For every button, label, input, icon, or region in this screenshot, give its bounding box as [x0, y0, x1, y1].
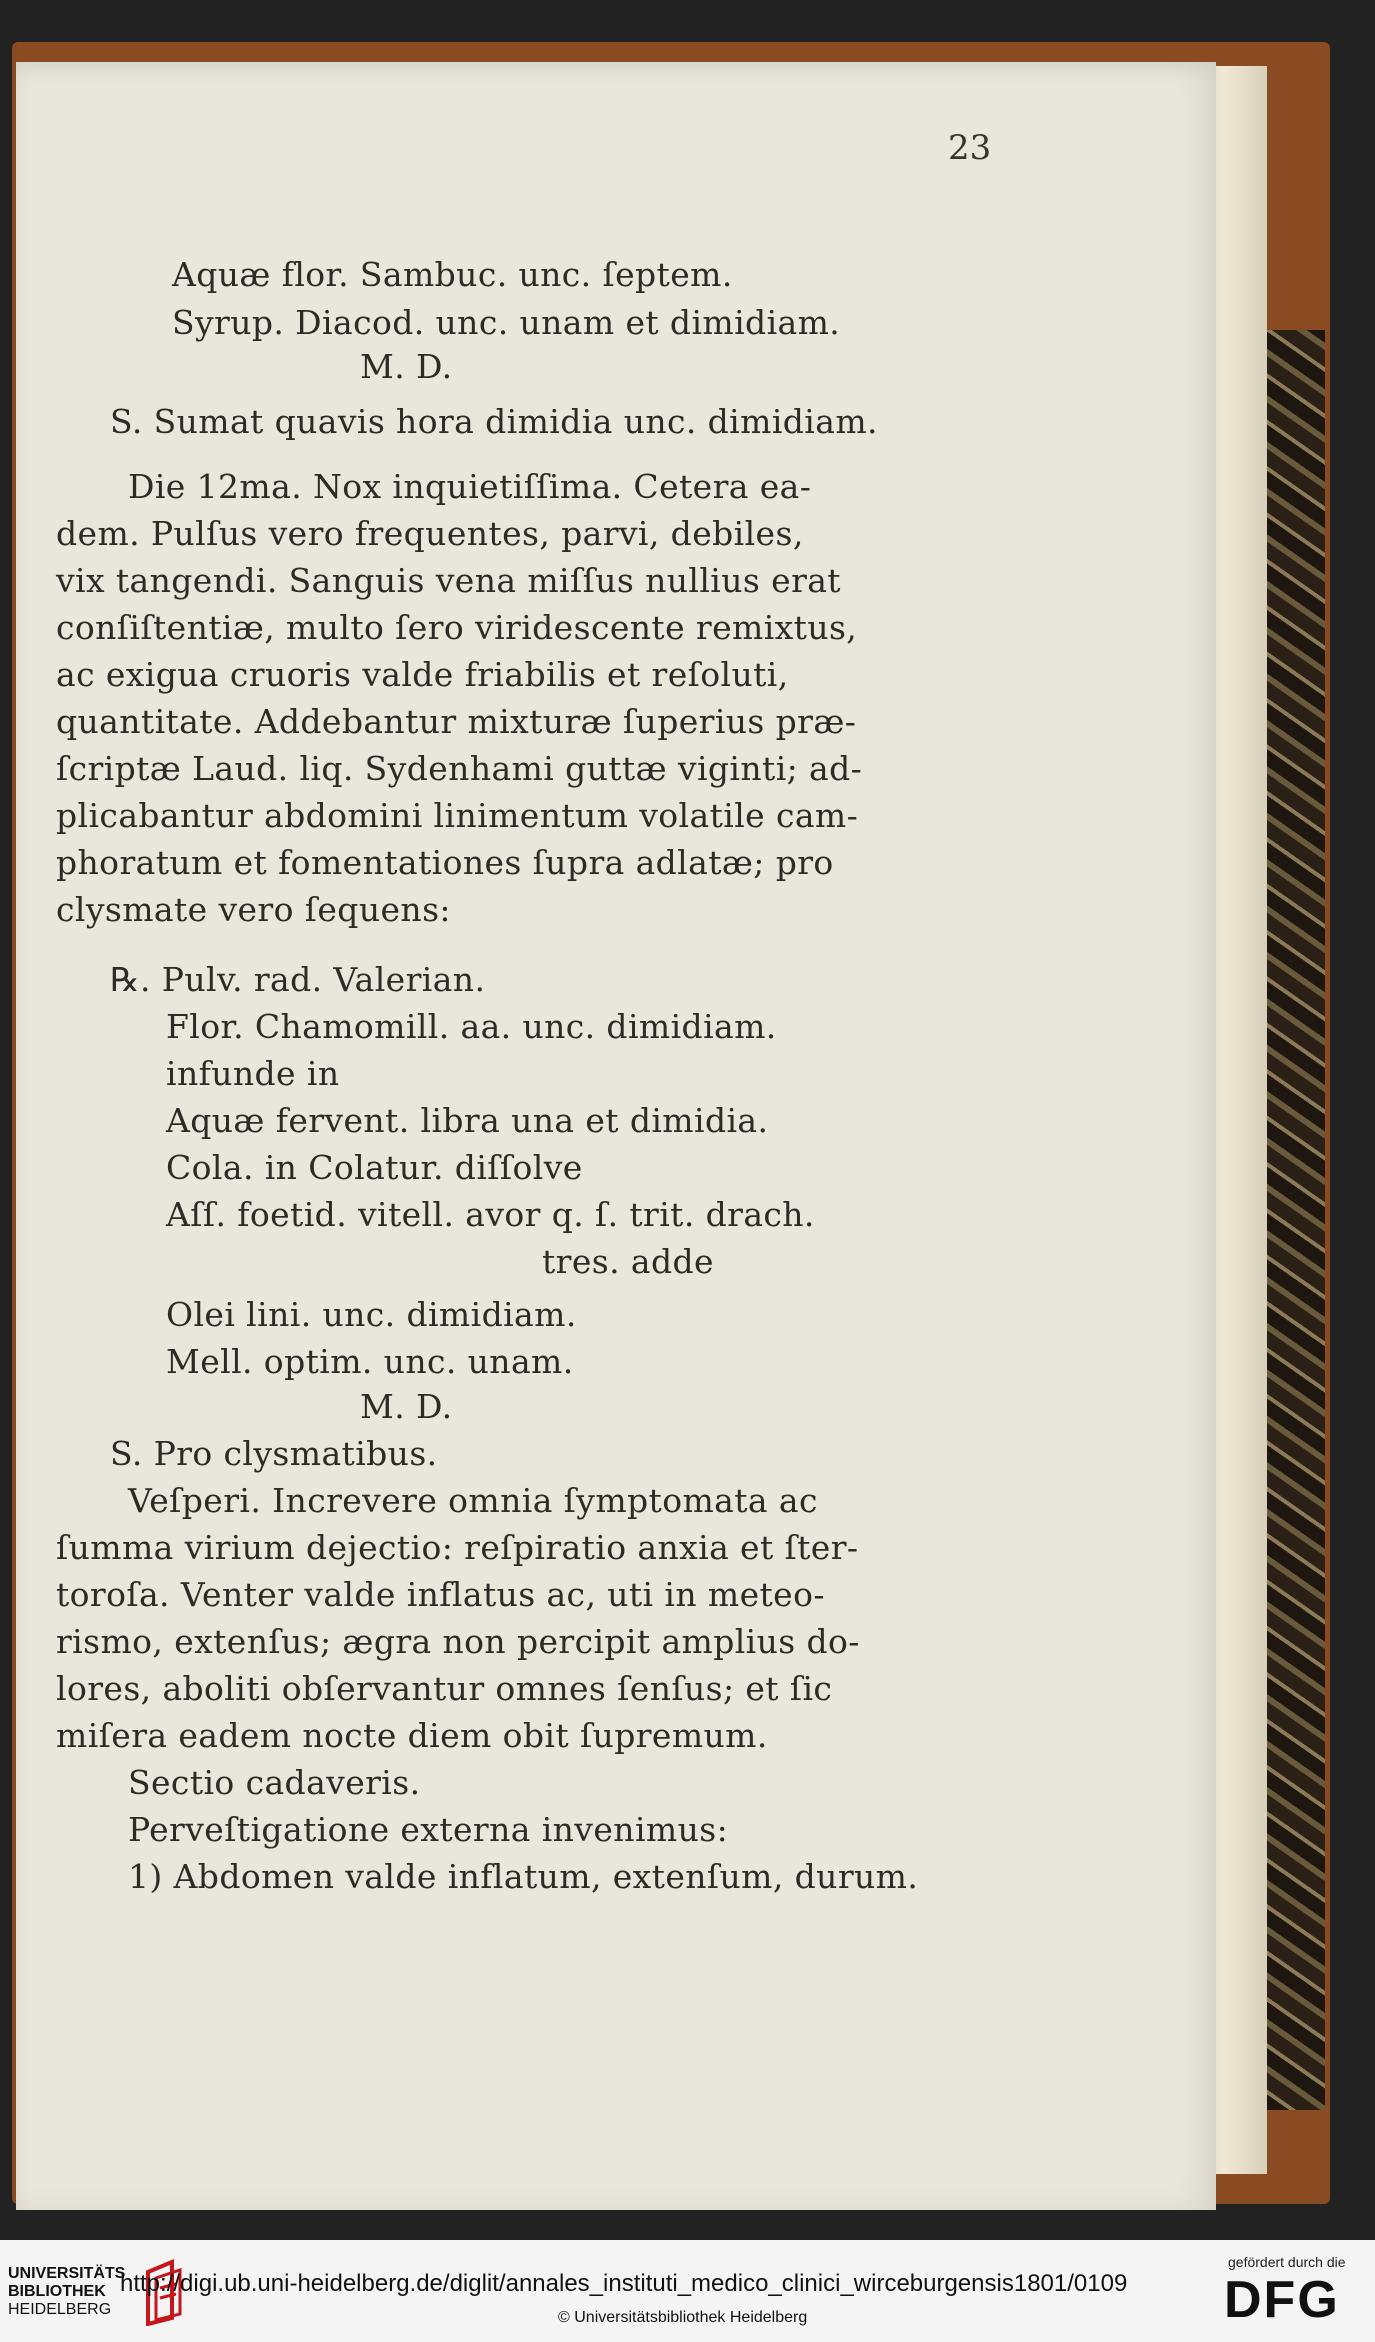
text-line: rismo, extenſus; ægra non percipit amplius do-: [56, 1622, 860, 1661]
text-line: plicabantur abdomini linimentum volatile cam-: [56, 796, 859, 835]
text-line: Aquæ flor. Sambuc. unc. ſeptem.: [172, 255, 733, 294]
text-line: ℞. Pulv. rad. Valerian.: [110, 960, 486, 999]
text-line: Mell. optim. unc. unam.: [166, 1342, 574, 1381]
dfg-logo: DFG: [1224, 2271, 1340, 2329]
text-line: miſera eadem nocte diem obit ſupremum.: [56, 1716, 768, 1755]
text-line: lores, aboliti obſervantur omnes ſenſus; et ſic: [56, 1669, 833, 1708]
text-line: ſcriptæ Laud. liq. Sydenhami guttæ viginti; ad-: [56, 749, 863, 788]
text-line: Veſperi. Increvere omnia ſymptomata ac: [128, 1481, 818, 1520]
text-line: phoratum et fomentationes ſupra adlatæ; pro: [56, 843, 834, 882]
permalink-url[interactable]: http://digi.ub.uni-heidelberg.de/diglit/annales_instituti_medico_clinici_wirceburgensis1801/0109: [120, 2270, 1128, 2297]
text-line: M. D.: [360, 1387, 453, 1426]
library-name: [8, 2265, 125, 2319]
text-line: Aquæ fervent. libra una et dimidia.: [166, 1101, 769, 1140]
text-line: ſumma virium dejectio: reſpiratio anxia et ſter-: [56, 1528, 859, 1567]
copyright-notice: © Universitätsbibliothek Heidelberg: [558, 2309, 808, 2326]
text-line: dem. Pulſus vero frequentes, parvi, debiles,: [56, 514, 804, 553]
text-line: 1) Abdomen valde inflatum, extenſum, durum.: [128, 1857, 919, 1896]
text-line: infunde in: [166, 1054, 340, 1093]
text-line: Olei lini. unc. dimidiam.: [166, 1295, 577, 1334]
text-line: S. Sumat quavis hora dimidia unc. dimidiam.: [110, 402, 878, 441]
text-line: conſiſtentiæ, multo ſero viridescente remixtus,: [56, 608, 858, 647]
text-line: quantitate. Addebantur mixturæ ſuperius præ-: [56, 702, 857, 741]
library-name-line3: HEIDELBERG: [8, 2300, 112, 2318]
library-name-line2: BIBLIOTHEK: [8, 2282, 106, 2300]
text-line: Cola. in Colatur. diſſolve: [166, 1148, 583, 1187]
text-line: tres. adde: [542, 1242, 714, 1281]
text-line: Die 12ma. Nox inquietiſſima. Cetera ea-: [128, 467, 812, 506]
page-number: 23: [948, 128, 992, 168]
text-line: Sectio cadaveris.: [128, 1763, 421, 1802]
text-line: toroſa. Venter valde inflatus ac, uti in meteo-: [56, 1575, 825, 1614]
text-line: Flor. Chamomill. aa. unc. dimidiam.: [166, 1007, 777, 1046]
text-line: Syrup. Diacod. unc. unam et dimidiam.: [172, 303, 841, 342]
text-line: M. D.: [360, 347, 453, 386]
text-line: Aſſ. foetid. vitell. avor q. ſ. trit. drach.: [166, 1195, 815, 1234]
library-name-line1: UNIVERSITÄTS: [8, 2265, 126, 2282]
text-line: ac exigua cruoris valde friabilis et reſoluti,: [56, 655, 789, 694]
text-line: vix tangendi. Sanguis vena miſſus nullius erat: [56, 561, 841, 600]
text-line: clysmate vero ſequens:: [56, 890, 451, 929]
text-line: Perveſtigatione externa invenimus:: [128, 1810, 729, 1849]
text-line: S. Pro clysmatibus.: [110, 1434, 438, 1473]
funding-note: gefördert durch die: [1228, 2254, 1346, 2270]
